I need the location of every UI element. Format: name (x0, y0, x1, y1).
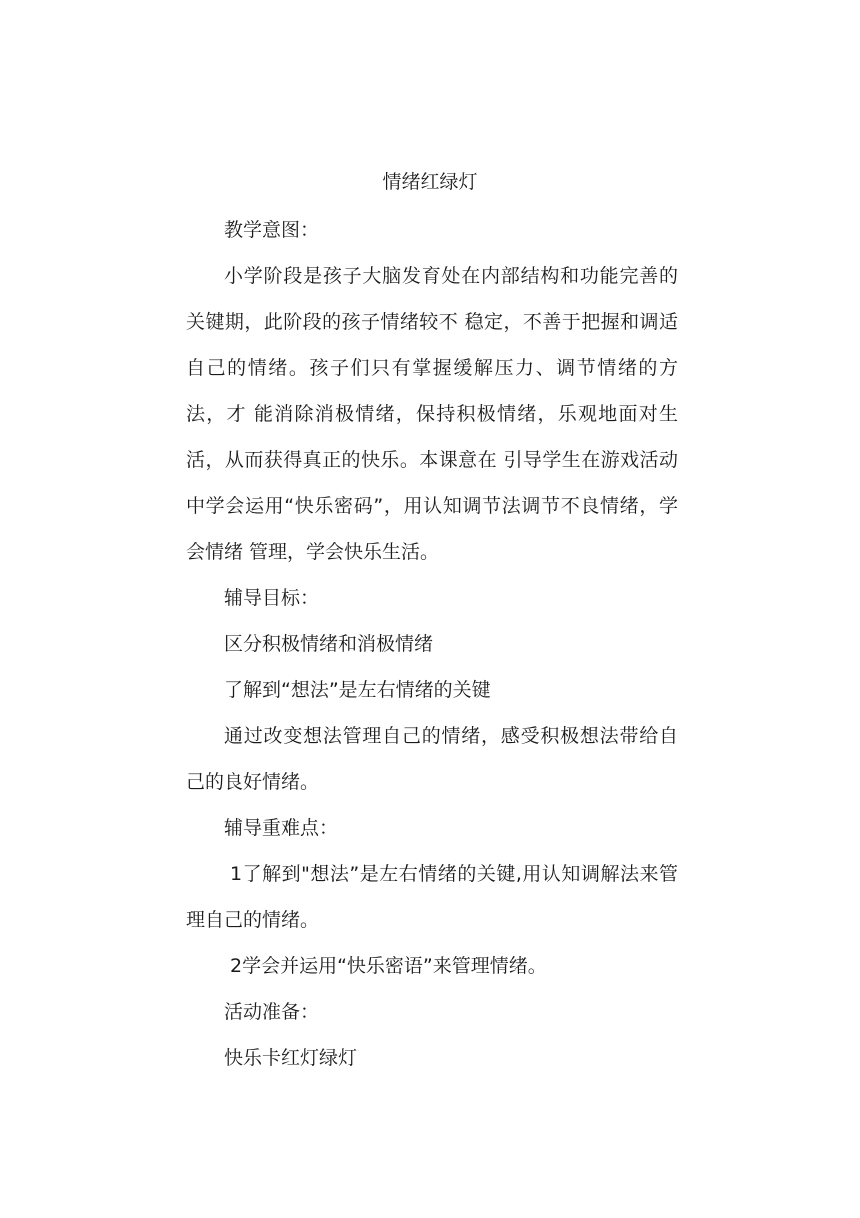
intent-paragraph: 小学阶段是孩子大脑发育处在内部结构和功能完善的关键期，此阶段的孩子情绪较不 稳定，不善于把握和调适自己的情绪。孩子们只有掌握缓解压力、调节情绪的方法，才 能消除消极情绪，保持积极情绪，乐观地面对生活，从而获得真正的快乐。本课意在 引导学生在游戏活动中学会运用“快乐密码”，用认知调节法调节不良情绪，学会情绪 管理，学会快乐生活。 (186, 265, 678, 563)
goal-item: 了解到“想法”是左右情绪的关键 (224, 679, 491, 701)
goal-item: 通过改变想法管理自己的情绪，感受积极想法带给自己的良好情绪。 (186, 725, 678, 793)
document-title: 情绪红绿灯 (382, 171, 478, 193)
goal-item: 区分积极情绪和消极情绪 (224, 633, 434, 655)
section-heading-goals: 辅导目标： (224, 587, 320, 609)
section-heading-key-points: 辅导重难点： (224, 817, 339, 839)
key-point-item: 2学会并运用“快乐密语”来管理情绪。 (230, 955, 547, 977)
document-body (186, 207, 678, 1081)
preparation-item: 快乐卡红灯绿灯 (224, 1047, 358, 1069)
section-heading-intent: 教学意图： (224, 219, 320, 241)
section-heading-preparation: 活动准备： (224, 1001, 320, 1023)
key-point-item: 1了解到"想法”是左右情绪的关键,用认知调解法来管理自己的情绪。 (186, 863, 678, 931)
